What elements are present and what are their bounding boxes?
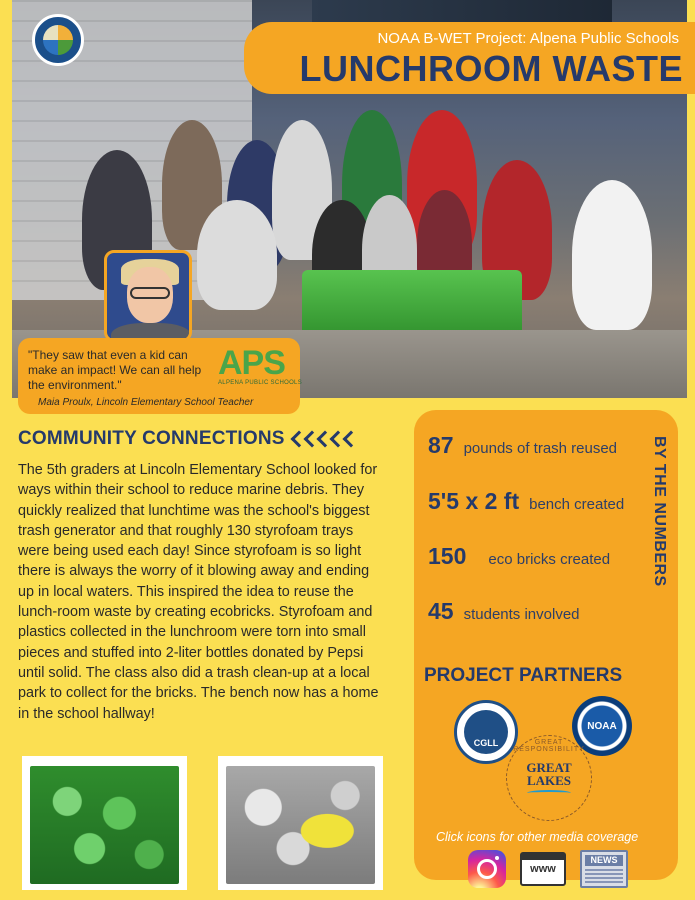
by-the-numbers-panel (414, 410, 678, 880)
portrait-glasses (130, 287, 170, 299)
title-banner (244, 22, 695, 94)
community-heading-text: COMMUNITY CONNECTIONS (18, 428, 285, 449)
cgll-logo[interactable] (454, 700, 518, 764)
quote-text: "They saw that even a kid can make an impact! We can all help the environment." (28, 348, 202, 392)
great-lakes-text: GREAT LAKES (526, 759, 572, 788)
page-title: LUNCHROOM WASTE (299, 48, 683, 89)
project-partners-heading: PROJECT PARTNERS (424, 665, 623, 686)
community-heading (18, 428, 358, 450)
news-lines (585, 869, 623, 883)
chevrons-left-icon (293, 433, 358, 445)
stat-number: 5'5 x 2 ft (428, 488, 520, 514)
stat-item (428, 598, 580, 625)
stat-item (428, 432, 617, 459)
community-body: The 5th graders at Lincoln Elementary School looked for ways within their school to reduce marine debris. They quickly realized that lunchtime was the school's biggest trash generator and that roughly 130 styrofoam trays were being used each day! Since styrofoam is so light there is always the worry of it blowing away and ending up in local waters. This inspired the idea to reuse the lunch-room waste by creating ecobricks. Styrofoam and plastics collected in the lunchroom were torn into small pieces and stuffed into 2-liter bottles donated by Pepsi until solid. The class also did a trash clean-up at a local park to collect for the bricks. The bench now has a home in the school hallway! (18, 462, 379, 722)
instagram-icon[interactable] (468, 850, 506, 888)
by-the-numbers-label: BY THE NUMBERS (651, 436, 668, 587)
stuffed-bottles-image (226, 766, 375, 884)
stat-label: pounds of trash reused (463, 440, 618, 457)
aps-logo (218, 344, 302, 394)
project-seal-logo (32, 14, 84, 66)
stat-label: students involved (463, 606, 580, 623)
ecobricks-photo (22, 756, 187, 890)
styrofoam-bottles-photo (218, 756, 383, 890)
seal-emblem-icon (43, 25, 73, 55)
quote-author: Maia Proulx, Lincoln Elementary School Teacher (38, 397, 254, 408)
project-subtitle: NOAA B-WET Project: Alpena Public Schools (377, 30, 679, 47)
stat-number: 45 (428, 598, 454, 624)
cgll-logo-icon: CGLL (464, 710, 508, 754)
website-icon[interactable] (520, 852, 566, 886)
stat-label: eco bricks created (488, 551, 611, 568)
teacher-portrait (104, 250, 192, 342)
stat-item (428, 543, 610, 570)
aps-logo-letters: APS (218, 344, 285, 382)
news-icon-label: NEWS (585, 855, 623, 866)
teacher-quote (18, 338, 300, 414)
news-icon[interactable] (580, 850, 628, 888)
media-icons (468, 850, 628, 888)
student-figure (572, 180, 652, 330)
stat-number: 87 (428, 432, 454, 458)
stat-item (428, 488, 624, 515)
media-coverage-note: Click icons for other media coverage (436, 830, 639, 844)
great-lakes-arc-text: GREAT RESPONSIBILITY (513, 739, 585, 753)
stat-number: 150 (428, 543, 467, 569)
stat-label: bench created (529, 496, 625, 513)
student-figure (197, 200, 277, 310)
website-icon-label: www (530, 863, 556, 875)
noaa-logo-text: NOAA (587, 720, 617, 732)
aps-logo-caption: ALPENA PUBLIC SCHOOLS (218, 380, 302, 386)
green-bottles-image (30, 766, 179, 884)
great-lakes-logo[interactable] (506, 735, 592, 821)
